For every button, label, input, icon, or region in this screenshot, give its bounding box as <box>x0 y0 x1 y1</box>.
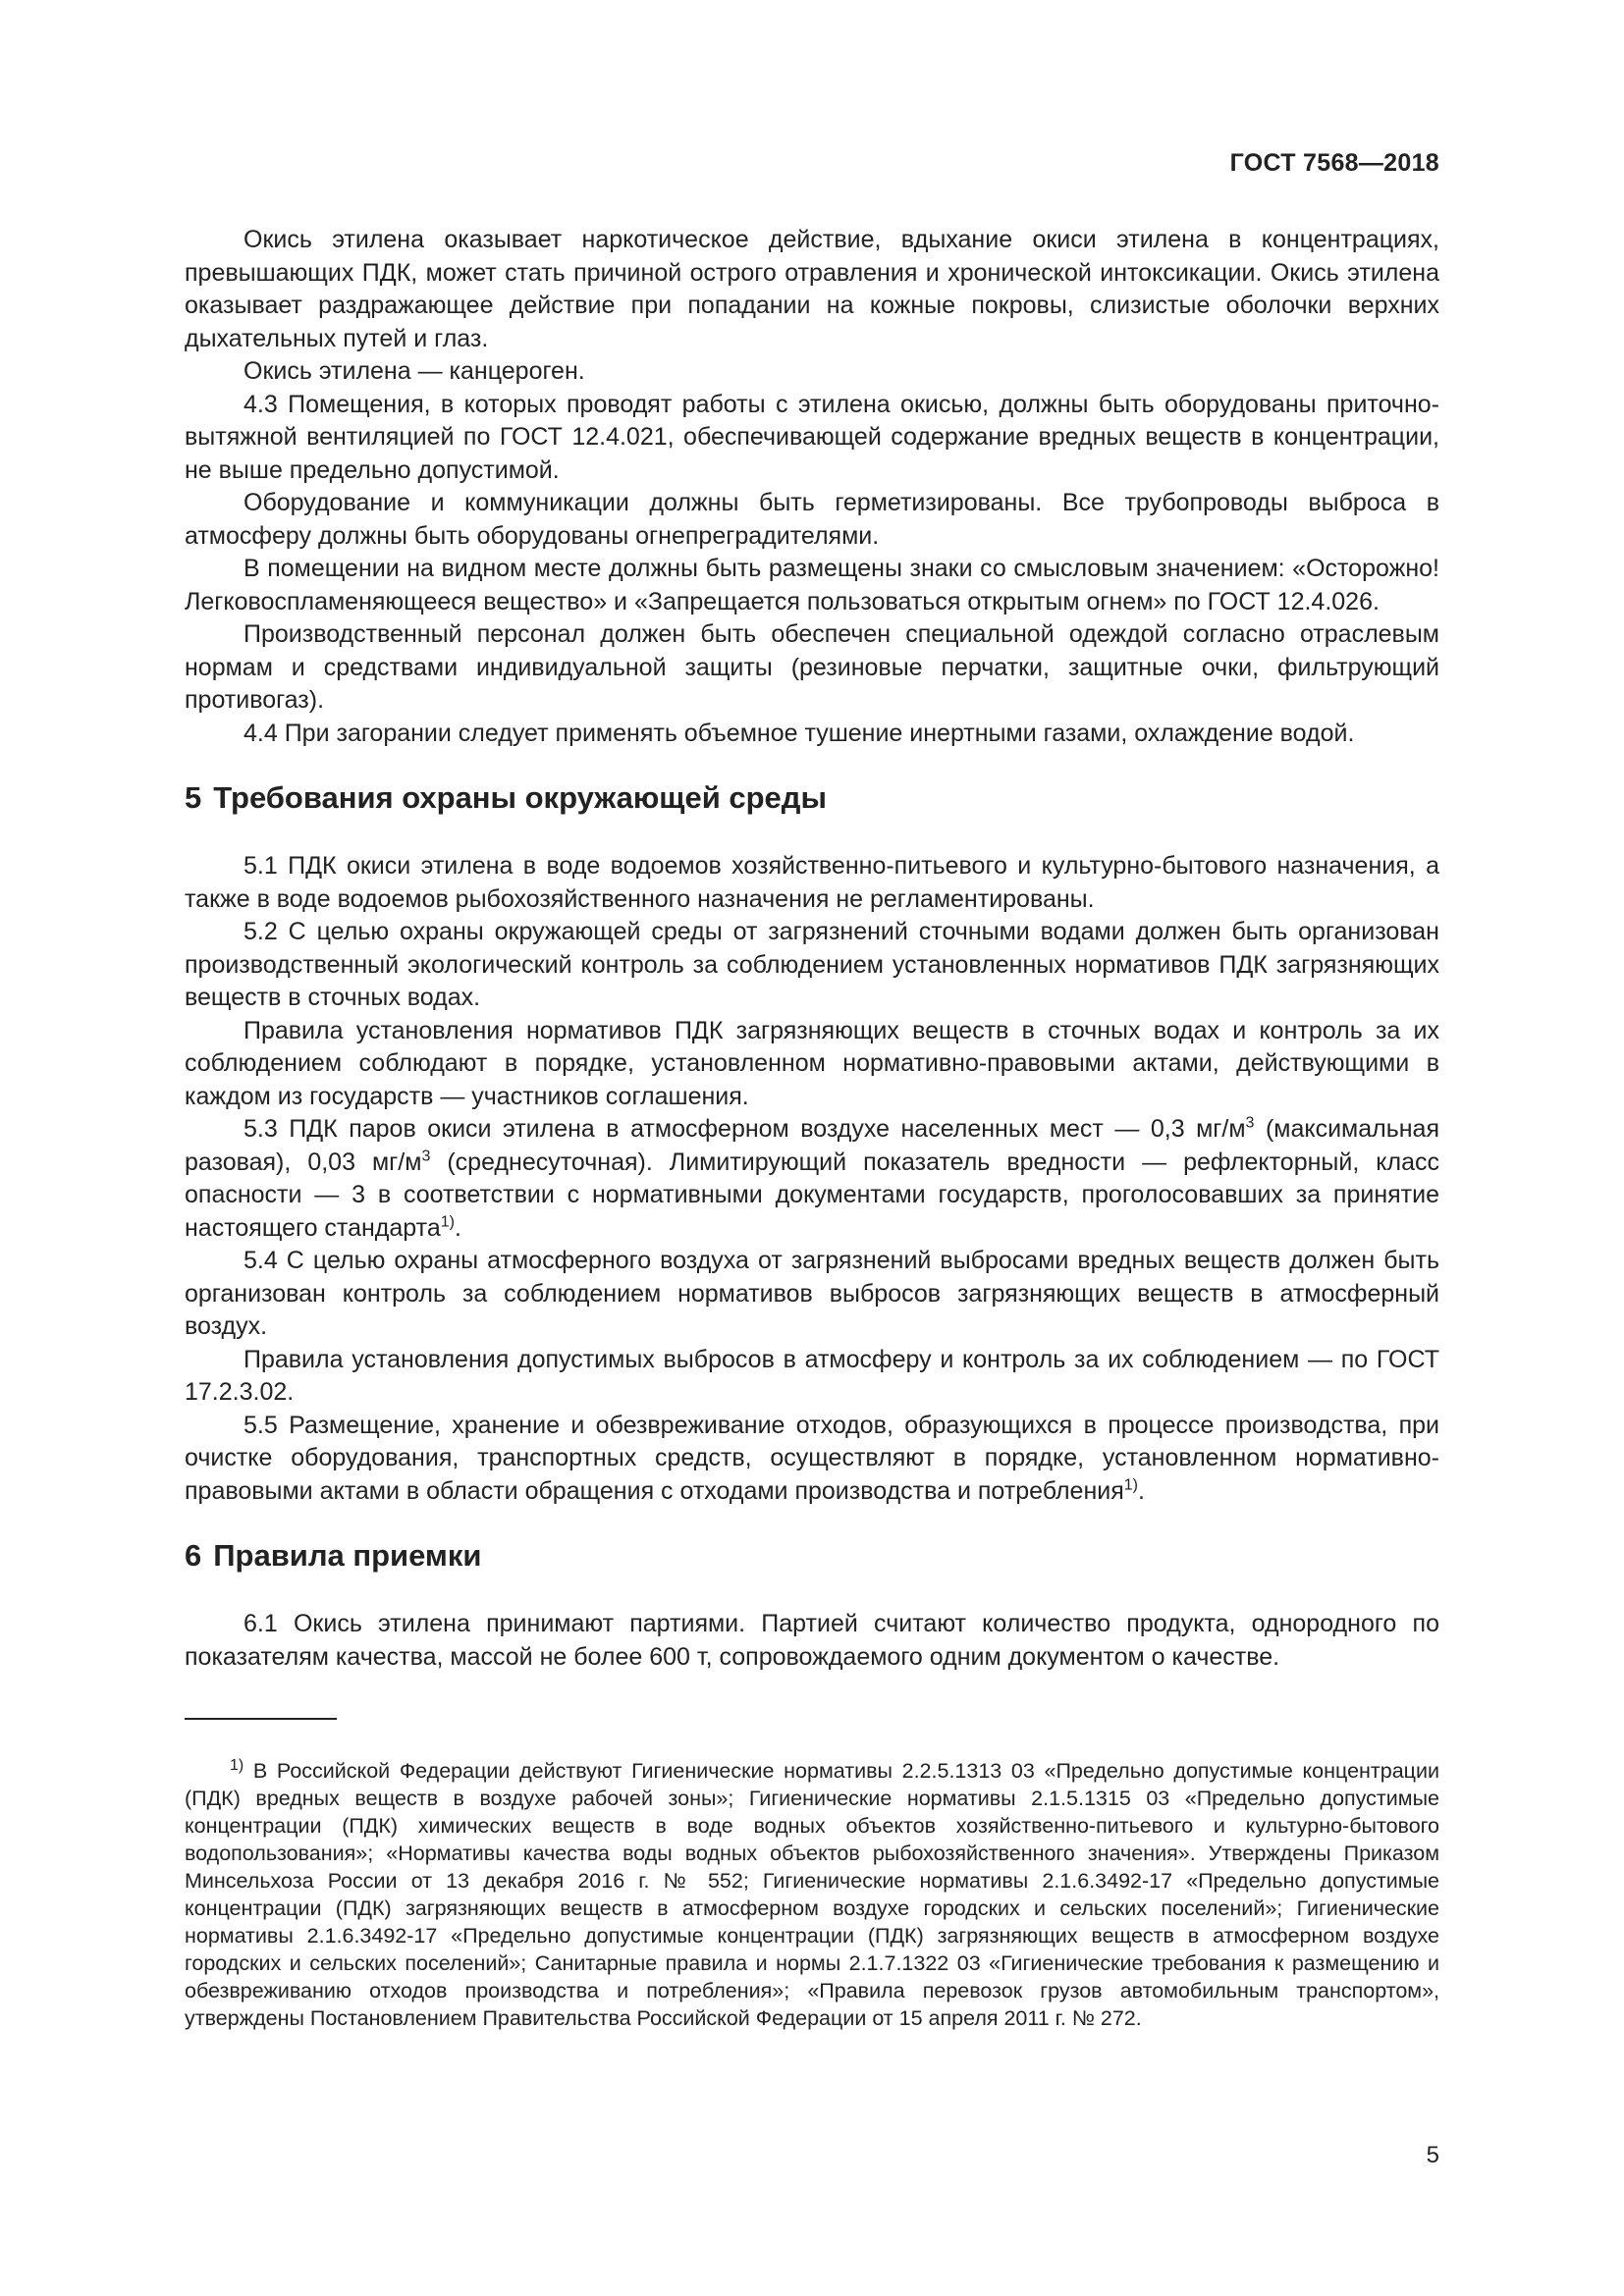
paragraph: 4.4 При загорании следует применять объемное тушение инертными газами, охлаждение водой. <box>244 719 1355 747</box>
footnote-reference[interactable]: 1) <box>1123 1476 1138 1494</box>
text-run: . <box>454 1213 461 1242</box>
section-title: Требования охраны окружающей среды <box>213 780 827 815</box>
text-run: (среднесуточная). Лимитирующий показатель вредности — рефлекторный, класс опасности — 3 в соответствии с нормативными документами государств, проголосовавших за принятие настоящего стандарта <box>185 1148 1439 1242</box>
footnote-text: В Российской Федерации действуют Гигиенические нормативы 2.2.5.1313 03 «Предельно допустимые концентрации (ПДК) вредных веществ в воздухе рабочей зоны»; Гигиенические нормативы 2.1.5.1315 03 «Предельно допустимые концентрации (ПДК) химических веществ в воде водных объектов хозяйственно-питьевого и культурно-бытового водопользования»; «Нормативы качества воды водных объектов рыбохозяйственного значения». Утверждены Приказом Минсельхоза России от 13 декабря 2016 г. № 552; Гигиенические нормативы 2.1.6.3492-17 «Предельно допустимые концентрации (ПДК) загрязняющих веществ в атмосферном воздухе городских и сельских поселений»; Гигиенические нормативы 2.1.6.3492-17 «Предельно допустимые концентрации (ПДК) загрязняющих веществ в атмосферном воздухе городских и сельских поселений»; Санитарные правила и нормы 2.1.7.1322 03 «Гигиенические требования к размещению и обезвреживанию отходов производства и потребления»; «Правила перевозок грузов автомобильным транспортом», утверждены Постановлением Правительства Российской Федерации от 15 апреля 2011 г. № 272. <box>185 1759 1439 2030</box>
text-run: . <box>1138 1476 1145 1505</box>
paragraph: Производственный персонал должен быть обеспечен специальной одеждой согласно отраслевым нормам и средствами индивидуальной защиты (резиновые перчатки, защитные очки, фильтрующий противогаз). <box>185 620 1439 714</box>
page-content <box>185 224 1439 1674</box>
paragraph: 5.4 С целью охраны атмосферного воздуха от загрязнений выбросами вредных веществ должен быть организован контроль за соблюдением нормативов выбросов загрязняющих веществ в атмосферный воздух. <box>185 1247 1439 1340</box>
text-run: (максимальная разовая), 0,03 мг/м <box>185 1115 1439 1176</box>
footnote-mark: 1) <box>230 1756 244 1774</box>
paragraph: 5.1 ПДК окиси этилена в воде водоемов хозяйственно-питьевого и культурно-бытового назначения, а также в воде водоемов рыбохозяйственного назначения не регламентированы. <box>185 852 1439 913</box>
paragraph: 4.3 Помещения, в которых проводят работы с этилена окисью, должны быть оборудованы приточно-вытяжной вентиляцией по ГОСТ 12.4.021, обеспечивающей содержание вредных веществ в концентрации, не выше предельно допустимой. <box>185 390 1439 484</box>
section-number: 5 <box>185 780 202 815</box>
section-6-heading <box>185 1537 1439 1575</box>
superscript: 3 <box>421 1148 431 1165</box>
paragraph: Правила установления допустимых выбросов в атмосферу и контроль за их соблюдением — по ГОСТ 17.2.3.02. <box>185 1345 1439 1406</box>
footnote <box>185 1757 1439 2032</box>
document-code-header: ГОСТ 7568—2018 <box>1229 149 1439 177</box>
section-number: 6 <box>185 1538 202 1573</box>
page-number: 5 <box>1426 2142 1439 2168</box>
paragraph: 5.2 С целью охраны окружающей среды от загрязнений сточными водами должен быть организован производственный экологический контроль за соблюдением установленных нормативов ПДК загрязняющих веществ в сточных водах. <box>185 918 1439 1011</box>
footnote-divider <box>185 1718 337 1720</box>
section-title: Правила приемки <box>213 1538 482 1573</box>
paragraph: Окись этилена оказывает наркотическое действие, вдыхание окиси этилена в концентрациях, превышающих ПДК, может стать причиной острого отравления и хронической интоксикации. Окись этилена оказывает раздражающее действие при попадании на кожные покровы, слизистые оболочки верхних дыхательных путей и глаз. <box>185 226 1439 352</box>
paragraph <box>185 1410 1439 1509</box>
paragraph: Правила установления нормативов ПДК загрязняющих веществ в сточных водах и контроль за их соблюдением соблюдают в порядке, установленном нормативно-правовыми актами, действующими в каждом из государств — участников соглашения. <box>185 1016 1439 1110</box>
paragraph: 6.1 Окись этилена принимают партиями. Партией считают количество продукта, однородного по показателям качества, массой не более 600 т, сопровождаемого одним документом о качестве. <box>185 1610 1439 1671</box>
paragraph: В помещении на видном месте должны быть размещены знаки со смысловым значением: «Осторожно! Легковоспламеняющееся вещество» и «Запрещается пользоваться открытым огнем» по ГОСТ 12.4.026. <box>185 555 1439 615</box>
superscript: 3 <box>1245 1114 1255 1132</box>
paragraph: Окись этилена — канцероген. <box>244 357 585 385</box>
text-run: 5.5 Размещение, хранение и обезвреживание отходов, образующихся в процессе производства, при очистке оборудования, транспортных средств, осуществляют в порядке, установленном нормативно-правовыми актами в области обращения с отходами производства и потребления <box>185 1411 1439 1505</box>
footnote-reference[interactable]: 1) <box>440 1213 455 1231</box>
paragraph: Оборудование и коммуникации должны быть герметизированы. Все трубопроводы выброса в атмосферу должны быть оборудованы огнепреградителями. <box>185 489 1439 550</box>
paragraph <box>185 1113 1439 1245</box>
text-run: 5.3 ПДК паров окиси этилена в атмосферном воздухе населенных мест — 0,3 мг/м <box>244 1115 1246 1143</box>
section-5-heading <box>185 779 1439 817</box>
